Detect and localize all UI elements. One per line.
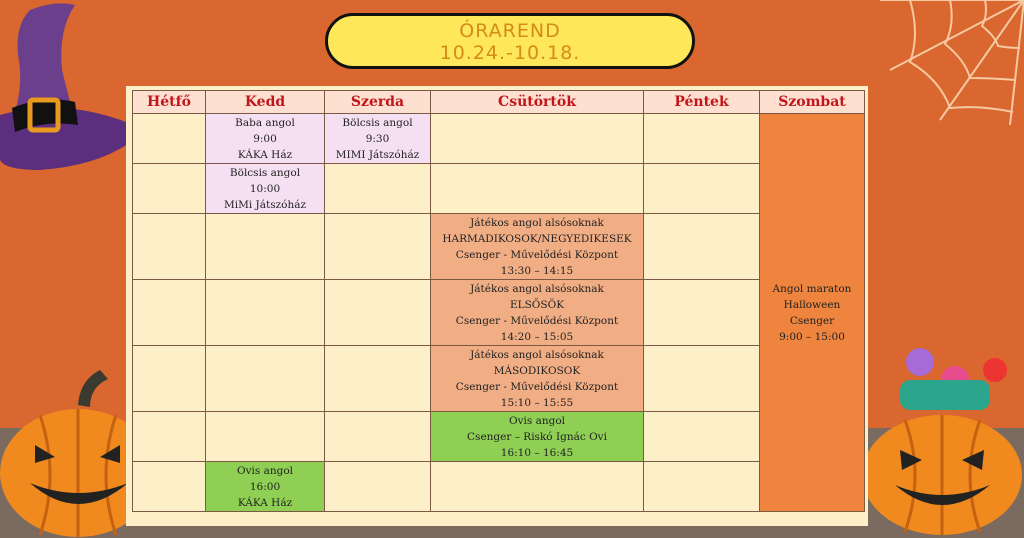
cell-csutortok-masodikosok bbox=[431, 346, 644, 412]
cell-line: Csenger bbox=[789, 314, 835, 327]
cell-szerda-bolcsis-angol bbox=[325, 114, 431, 164]
cell-szombat-angol-maraton bbox=[760, 114, 865, 512]
cell-line: 9:00 bbox=[253, 132, 277, 145]
spider-web-icon bbox=[870, 0, 1024, 125]
cell-line: 16:00 bbox=[249, 480, 281, 493]
cell-kedd-bolcsis-angol bbox=[206, 164, 325, 214]
cell-empty bbox=[133, 346, 206, 412]
cell-line: KÁKA Ház bbox=[237, 496, 293, 509]
cell-empty bbox=[325, 214, 431, 280]
cell-empty bbox=[206, 412, 325, 462]
cell-empty bbox=[133, 114, 206, 164]
cell-line: 9:00 – 15:00 bbox=[779, 330, 845, 343]
cell-line: Baba angol bbox=[235, 116, 295, 129]
cell-empty bbox=[206, 214, 325, 280]
cell-empty bbox=[644, 214, 760, 280]
timetable-board bbox=[126, 86, 868, 526]
candy-pumpkin-icon bbox=[860, 340, 1024, 538]
cell-empty bbox=[325, 462, 431, 512]
cell-empty bbox=[133, 164, 206, 214]
cell-line: 16:10 – 16:45 bbox=[500, 446, 574, 459]
cell-csutortok-harmadikosok bbox=[431, 214, 644, 280]
cell-empty bbox=[644, 280, 760, 346]
cell-empty bbox=[325, 280, 431, 346]
cell-empty bbox=[644, 346, 760, 412]
cell-empty bbox=[325, 412, 431, 462]
title-banner bbox=[325, 13, 695, 69]
cell-line: Csenger – Riskó Ignác Ovi bbox=[467, 430, 607, 443]
cell-line: 10:00 bbox=[249, 182, 281, 195]
cell-empty bbox=[325, 164, 431, 214]
cell-kedd-ovis-angol bbox=[206, 462, 325, 512]
cell-line: Bölcsis angol bbox=[342, 116, 413, 129]
cell-line: ELSŐSÖK bbox=[509, 298, 565, 311]
cell-line: Csenger - Művelődési Központ bbox=[455, 248, 619, 261]
cell-line: 13:30 – 14:15 bbox=[500, 264, 574, 277]
header-szerda: Szerda bbox=[325, 91, 431, 114]
cell-empty bbox=[206, 346, 325, 412]
cell-line: Csenger - Művelődési Központ bbox=[455, 314, 619, 327]
cell-empty bbox=[644, 462, 760, 512]
cell-line: Játékos angol alsósoknak bbox=[470, 282, 604, 295]
header-pentek: Péntek bbox=[644, 91, 760, 114]
cell-line: 15:10 – 15:55 bbox=[500, 396, 574, 409]
cell-line: KÁKA Ház bbox=[237, 148, 293, 161]
cell-kedd-baba-angol bbox=[206, 114, 325, 164]
cell-empty bbox=[644, 164, 760, 214]
title-text: ÓRAREND bbox=[459, 20, 561, 42]
header-csutortok: Csütörtök bbox=[431, 91, 644, 114]
cell-line: Ovis angol bbox=[236, 464, 294, 477]
cell-empty bbox=[644, 114, 760, 164]
cell-line: Csenger - Művelődési Központ bbox=[455, 380, 619, 393]
cell-empty bbox=[206, 280, 325, 346]
cell-line: MÁSODIKOSOK bbox=[493, 364, 581, 377]
cell-line: Ovis angol bbox=[508, 414, 566, 427]
cell-line: MiMi Játszóház bbox=[223, 198, 307, 211]
cell-line: Bölcsis angol bbox=[229, 166, 301, 179]
cell-empty bbox=[133, 280, 206, 346]
cell-line: 14:20 – 15:05 bbox=[500, 330, 574, 343]
cell-line: Angol maraton bbox=[772, 282, 852, 295]
cell-line: MIMI Játszóház bbox=[335, 148, 420, 161]
cell-empty bbox=[133, 412, 206, 462]
cell-empty bbox=[325, 346, 431, 412]
cell-line: Játékos angol alsósoknak bbox=[470, 216, 604, 229]
cell-line: HARMADIKOSOK/NEGYEDIKESEK bbox=[442, 232, 632, 245]
cell-empty bbox=[431, 114, 644, 164]
cell-csutortok-elsosok bbox=[431, 280, 644, 346]
header-szombat: Szombat bbox=[760, 91, 865, 114]
header-kedd: Kedd bbox=[206, 91, 325, 114]
timetable bbox=[132, 90, 865, 512]
cell-line: 9:30 bbox=[365, 132, 390, 145]
header-hetfo: Hétfő bbox=[133, 91, 206, 114]
date-range: 10.24.-10.18. bbox=[439, 42, 581, 64]
cell-empty bbox=[133, 214, 206, 280]
cell-line: Játékos angol alsósoknak bbox=[470, 348, 604, 361]
cell-empty bbox=[133, 462, 206, 512]
cell-csutortok-ovis-angol bbox=[431, 412, 644, 462]
cell-empty bbox=[644, 412, 760, 462]
cell-empty bbox=[431, 164, 644, 214]
cell-empty bbox=[431, 462, 644, 512]
cell-line: Halloween bbox=[783, 298, 841, 311]
